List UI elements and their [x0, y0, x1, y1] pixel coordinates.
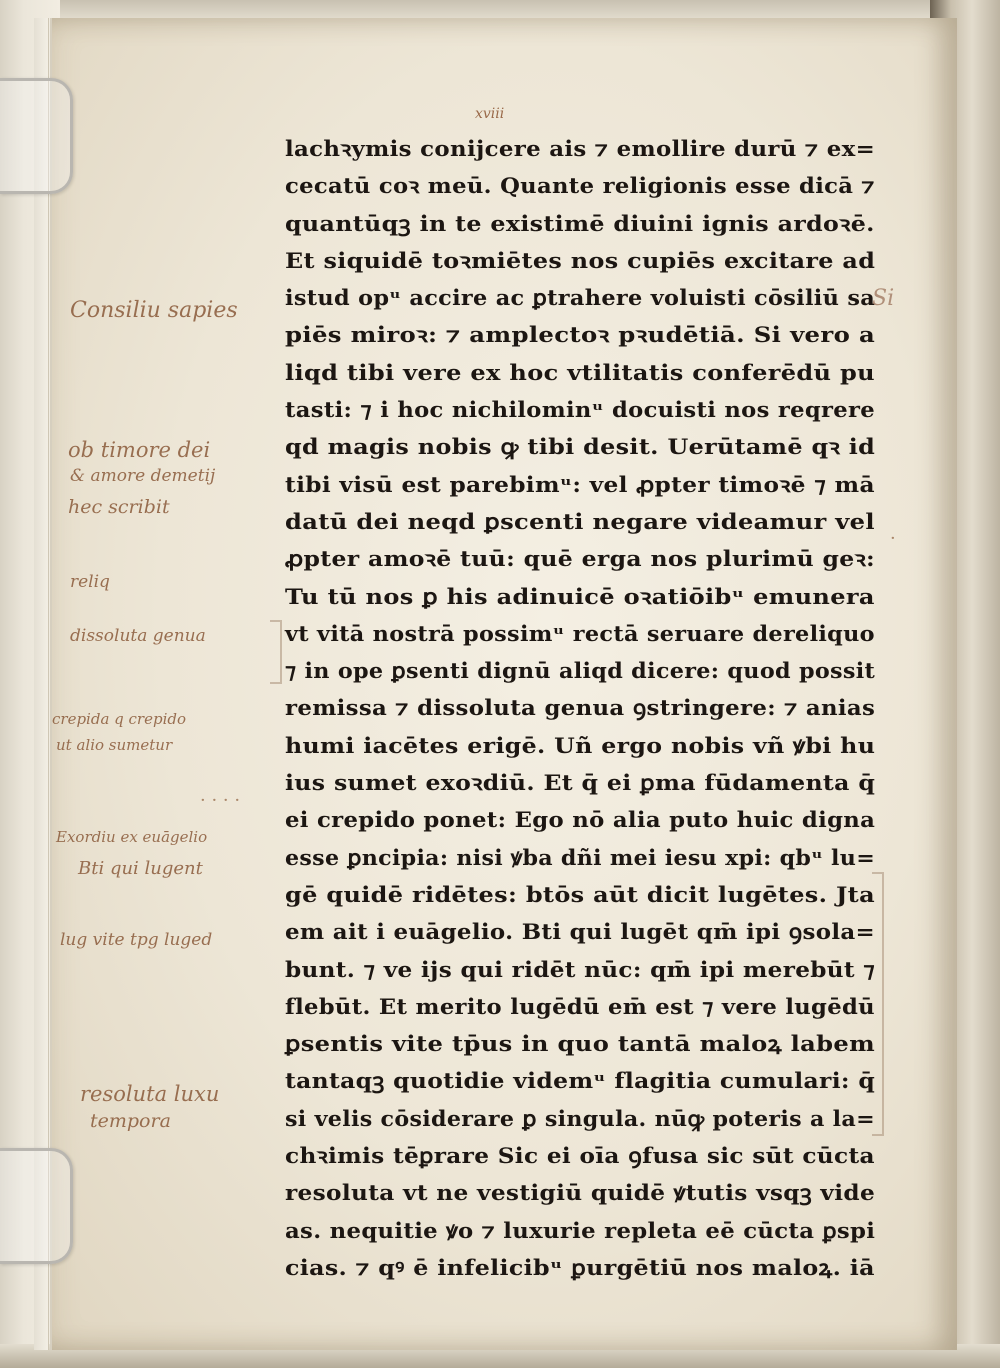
text-line-content: qd magis nobis ꝙ tibi desit. Uerūtamē qꝛ id: [285, 434, 876, 460]
clip-bottom: [0, 1148, 73, 1264]
margin-note: crepida q crepido: [52, 710, 187, 728]
text-line-content: cecatū coꝛ meū. Quante religionis esse dicā ⁊: [285, 173, 875, 199]
margin-note: & amore demetij: [70, 466, 216, 486]
text-line-content: piēs miroꝛ: ⁊ amplectoꝛ pꝛudētiā. Si vero a: [285, 322, 876, 348]
text-line: [285, 764, 885, 801]
text-line-content: ⁊ in ope ꝑsenti dignū aliqd dicere: quod possit: [285, 658, 876, 684]
text-line-content: quantūqꝫ in te existimē diuini ignis ardoꝛē.: [285, 210, 875, 236]
text-line: [285, 652, 885, 689]
margin-mark: ·: [890, 528, 896, 549]
margin-bracket: [270, 620, 282, 684]
text-line: [285, 951, 885, 988]
margin-note: lug vite tpg luged: [60, 930, 213, 950]
text-line: [285, 354, 885, 391]
text-line: [285, 503, 885, 540]
margin-bracket: [872, 872, 884, 1136]
text-line: [285, 1174, 885, 1211]
text-line-content: bunt. ⁊ ve ijs qui ridēt nūc: qm̄ ipi merebūt ⁊: [285, 956, 876, 982]
text-line-content: ꝓpter amoꝛē tuū: quē erga nos plurimū geꝛ:: [285, 546, 876, 572]
text-line-content: lachꝛymis conijcere ais ⁊ emollire durū ⁊ ex=: [285, 136, 876, 161]
text-line-content: liqd tibi vere ex hoc vtilitatis conferēdū pu: [285, 359, 875, 385]
text-line: [285, 242, 885, 279]
text-line-content: ꝑsentis vite tp̄us in quo tantā maloꝝ labem: [285, 1031, 876, 1057]
text-line: [285, 876, 885, 913]
margin-note: Consiliu sapies: [70, 298, 238, 323]
text-line-content: remissa ⁊ dissoluta genua ꝯstringere: ⁊ anias: [285, 695, 876, 721]
text-line: [285, 130, 885, 167]
text-line: [285, 1100, 885, 1137]
text-line: [285, 466, 885, 503]
text-line-content: gē quidē ridētes: btōs aūt dicit lugētes. Jta: [285, 881, 875, 907]
text-line-content: Et siquidē toꝛmiētes nos cupiēs excitare ad: [285, 247, 876, 273]
text-line-content: chꝛimis tēꝑrare Sic ei oīa ꝯfusa sic sūt cūcta: [285, 1143, 875, 1169]
text-line: [285, 727, 885, 764]
text-line: [285, 988, 885, 1025]
margin-note: tempora: [90, 1110, 171, 1132]
text-line: [285, 391, 885, 428]
text-line: [285, 316, 885, 353]
text-line-content: Tu tū nos ꝑ his adinuicē oꝛatiōibᵘ emunera: [285, 583, 875, 609]
printed-text-block: [285, 130, 885, 1286]
text-line-content: resoluta vt ne vestigiū quidē ꝟtutis vsqꝫ vide: [285, 1180, 876, 1206]
text-line-content: tibi visū est parebimᵘ: vel ꝓpter timoꝛē ⁊ mā: [285, 471, 875, 497]
text-line-content: tantaqꝫ quotidie videmᵘ flagitia cumulari: q̄: [285, 1068, 876, 1094]
text-line-content: flebūt. Et merito lugēdū em̄ est ⁊ vere lugēdū: [285, 993, 875, 1019]
text-line: [285, 1137, 885, 1174]
margin-note: Exordiu ex euāgelio: [56, 828, 208, 846]
margin-note: resoluta luxu: [80, 1082, 220, 1106]
text-line: [285, 1062, 885, 1099]
text-line-content: ius sumet exoꝛdiū. Et q̄ ei ꝑma fūdamenta q̄: [285, 770, 876, 796]
text-line: [285, 428, 885, 465]
text-line-content: vt vitā nostrā possimᵘ rectā seruare dereliquo: [285, 620, 875, 646]
text-line: [285, 689, 885, 726]
text-line-content: si velis cōsiderare ꝑ singula. nūꝙ poteris a la=: [285, 1105, 876, 1131]
text-line: [285, 279, 885, 316]
text-line-content: humi iacētes erigē. Uñ ergo nobis vñ ꝟbi hu: [285, 732, 876, 758]
text-line: [285, 205, 885, 242]
margin-note: ob timore dei: [68, 438, 211, 462]
margin-note: Bti qui lugent: [78, 858, 203, 879]
folio-mark: xviii: [475, 106, 505, 122]
right-margin-mark: Si: [872, 286, 895, 311]
margin-note: reliq: [70, 572, 110, 592]
margin-note: ut alio sumetur: [56, 736, 173, 754]
text-line: [285, 167, 885, 204]
text-line: [285, 913, 885, 950]
text-line: [285, 1025, 885, 1062]
clip-top: [0, 78, 73, 194]
text-line-content: tasti: ⁊ i hoc nichilominᵘ docuisti nos reqrere: [285, 397, 875, 423]
text-line: [285, 615, 885, 652]
text-line-content: istud opᵘ accire ac ꝑtrahere voluisti cōsiliū sa: [285, 285, 876, 311]
text-line-content: ei crepido ponet: Ego nō alia puto huic digna: [285, 807, 876, 833]
margin-note: hec scribit: [68, 496, 170, 518]
text-line: [285, 578, 885, 615]
text-line-content: esse ꝑncipia: nisi ꝟba dñi mei iesu xpi: qbᵘ lu=: [285, 844, 876, 870]
text-line: [285, 540, 885, 577]
text-line: [285, 801, 885, 838]
text-line-content: as. nequitie ꝟo ⁊ luxurie repleta eē cūcta ꝑspi: [285, 1217, 876, 1243]
text-line-content: cias. ⁊ qꝰ ē infelicibᵘ ꝑurgētiū nos maloꝝ. iā: [285, 1254, 875, 1280]
margin-dots: · · · ·: [200, 790, 241, 811]
text-line: [285, 839, 885, 876]
text-line: [285, 1249, 885, 1286]
text-line-content: em ait i euāgelio. Bti qui lugēt qm̄ ipi ꝯsola=: [285, 919, 876, 945]
text-line-content: datū dei neqd ꝑscenti negare videamur vel: [285, 508, 875, 534]
margin-note: dissoluta genua: [70, 626, 206, 646]
text-line: [285, 1212, 885, 1249]
